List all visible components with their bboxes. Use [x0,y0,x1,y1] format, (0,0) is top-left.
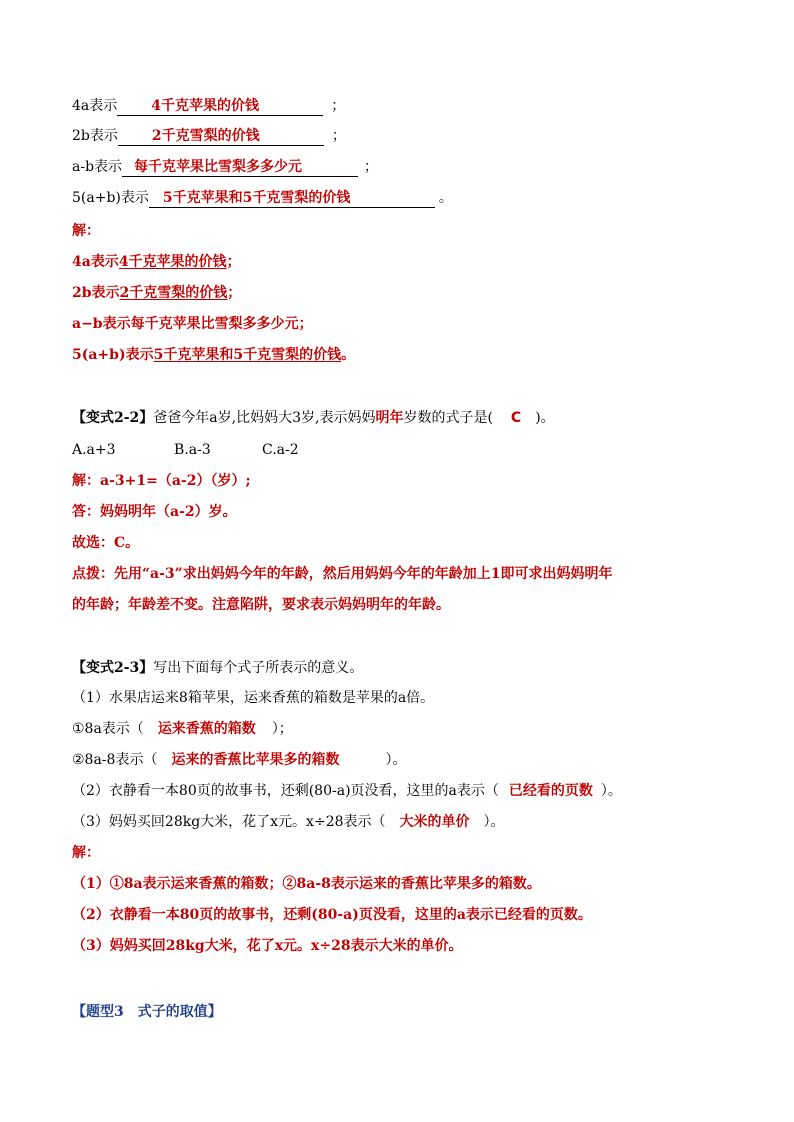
q2-prefix: 2b表示 [72,128,118,144]
s2-prefix: 2b表示 [72,285,120,301]
variant22-tip2: 的年龄；年龄差不变。注意陷阱，要求表示妈妈明年的年龄。 [72,597,450,613]
p2-prefix: （2）衣静看一本80页的故事书，还剩(80-a)页没看，这里的a表示（ [72,783,499,799]
option-b: B.a-3 [174,442,211,458]
variant23-s1: （1）①8a表示运来香蕉的箱数；②8a-8表示运来的香蕉比苹果多的箱数。 [72,876,541,892]
q1-line [72,96,345,116]
variant23-p3 [72,812,505,832]
variant22-tag: 【变式2-2】 [72,410,154,426]
q1-answer: 4千克苹果的价钱 [151,98,260,114]
q4-end: 。 [438,190,453,206]
p1a-prefix: ①8a表示（ [72,721,144,737]
part1-s2 [72,283,241,303]
part1-solution-label: 解： [72,223,100,239]
p3-end: ）。 [483,814,505,830]
p1b-end: ）。 [385,752,407,768]
s1-answer: 4千克苹果的价钱 [118,254,227,270]
s2-answer: 2千克雪梨的价钱 [119,285,228,301]
p1b-prefix: ②8a-8表示（ [72,752,158,768]
q3-line [72,157,378,177]
q1-end: ； [331,98,346,114]
variant22-sol1: 解：a-3+1=（a-2）（岁）; [72,473,251,489]
option-c: C.a-2 [262,442,299,458]
p3-prefix: （3）妈妈买回28kg大米，花了x元。x÷28表示（ [72,814,386,830]
variant22-highlight: 明年 [375,410,404,426]
q3-prefix: a-b表示 [72,159,123,175]
s4-prefix: 5(a+b)表示 [72,347,154,363]
variant23-p1a [72,719,293,739]
variant22-tip1: 点拨：先用“a-3”求出妈妈今年的年龄，然后用妈妈今年的年龄加上1即可求出妈妈明年 [72,566,613,582]
variant23-p2 [72,781,622,801]
s3-text: a−b表示每千克苹果比雪梨多多少元 [72,316,299,332]
q3-blank [122,159,358,177]
variant23-s2: （2）衣静看一本80页的故事书，还剩(80-a)页没看，这里的a表示已经看的页数。 [72,907,592,923]
variant23-s3: （3）妈妈买回28kg大米，花了x元。x÷28表示大米的单价。 [72,938,463,954]
variant23-tag: 【变式2-3】 [72,660,154,676]
q4-prefix: 5(a+b)表示 [72,190,149,206]
variant23-solution-label: 解： [72,845,100,861]
variant22-stem-end: )。 [535,410,555,426]
q1-blank [117,98,323,116]
s1-end: ； [226,254,241,270]
variant22-stem [72,408,555,428]
variant23-stem-text: 写出下面每个式子所表示的意义。 [153,660,364,676]
section3-title: 【题型3 式子的取值】 [72,1004,222,1020]
variant22-stem-b: 岁数的式子是( [403,410,493,426]
q2-blank [118,128,324,146]
variant22-stem-a: 爸爸今年a岁,比妈妈大3岁,表示妈妈 [153,410,376,426]
q2-line [72,126,346,146]
variant22-sol3: 故选：C。 [72,535,140,551]
p3-answer: 大米的单价 [399,814,470,830]
p1b-answer: 运来的香蕉比苹果多的箱数 [171,752,340,768]
q4-blank [149,190,435,208]
p2-answer: 已经看的页数 [508,783,593,799]
q3-answer: 每千克苹果比雪梨多多少元 [134,159,303,175]
variant23-p1b [72,750,406,770]
q3-end: ； [364,159,379,175]
s1-prefix: 4a表示 [72,254,119,270]
p1a-answer: 运来香蕉的箱数 [157,721,256,737]
s3-end: ； [298,316,313,332]
p1a-end: ）； [271,721,293,737]
q2-answer: 2千克雪梨的价钱 [151,128,260,144]
q4-line [72,188,453,208]
variant22-answer: C [510,410,522,426]
part1-s3 [72,314,313,334]
s4-end: 。 [341,347,356,363]
part1-s4 [72,345,355,365]
s4-answer: 5千克苹果和5千克雪梨的价钱 [153,347,342,363]
part1-s1 [72,252,241,272]
variant22-options [72,440,299,460]
q1-prefix: 4a表示 [72,98,118,114]
variant23-stem [72,658,363,678]
s2-end: ； [227,285,242,301]
variant23-p1: （1）水果店运来8箱苹果，运来香蕉的箱数是苹果的a倍。 [72,690,435,706]
q2-end: ； [331,128,346,144]
p2-end: ）。 [600,783,622,799]
variant22-sol2: 答：妈妈明年（a-2）岁。 [72,504,237,520]
option-a: A.a+3 [72,442,116,458]
q4-answer: 5千克苹果和5千克雪梨的价钱 [162,190,351,206]
